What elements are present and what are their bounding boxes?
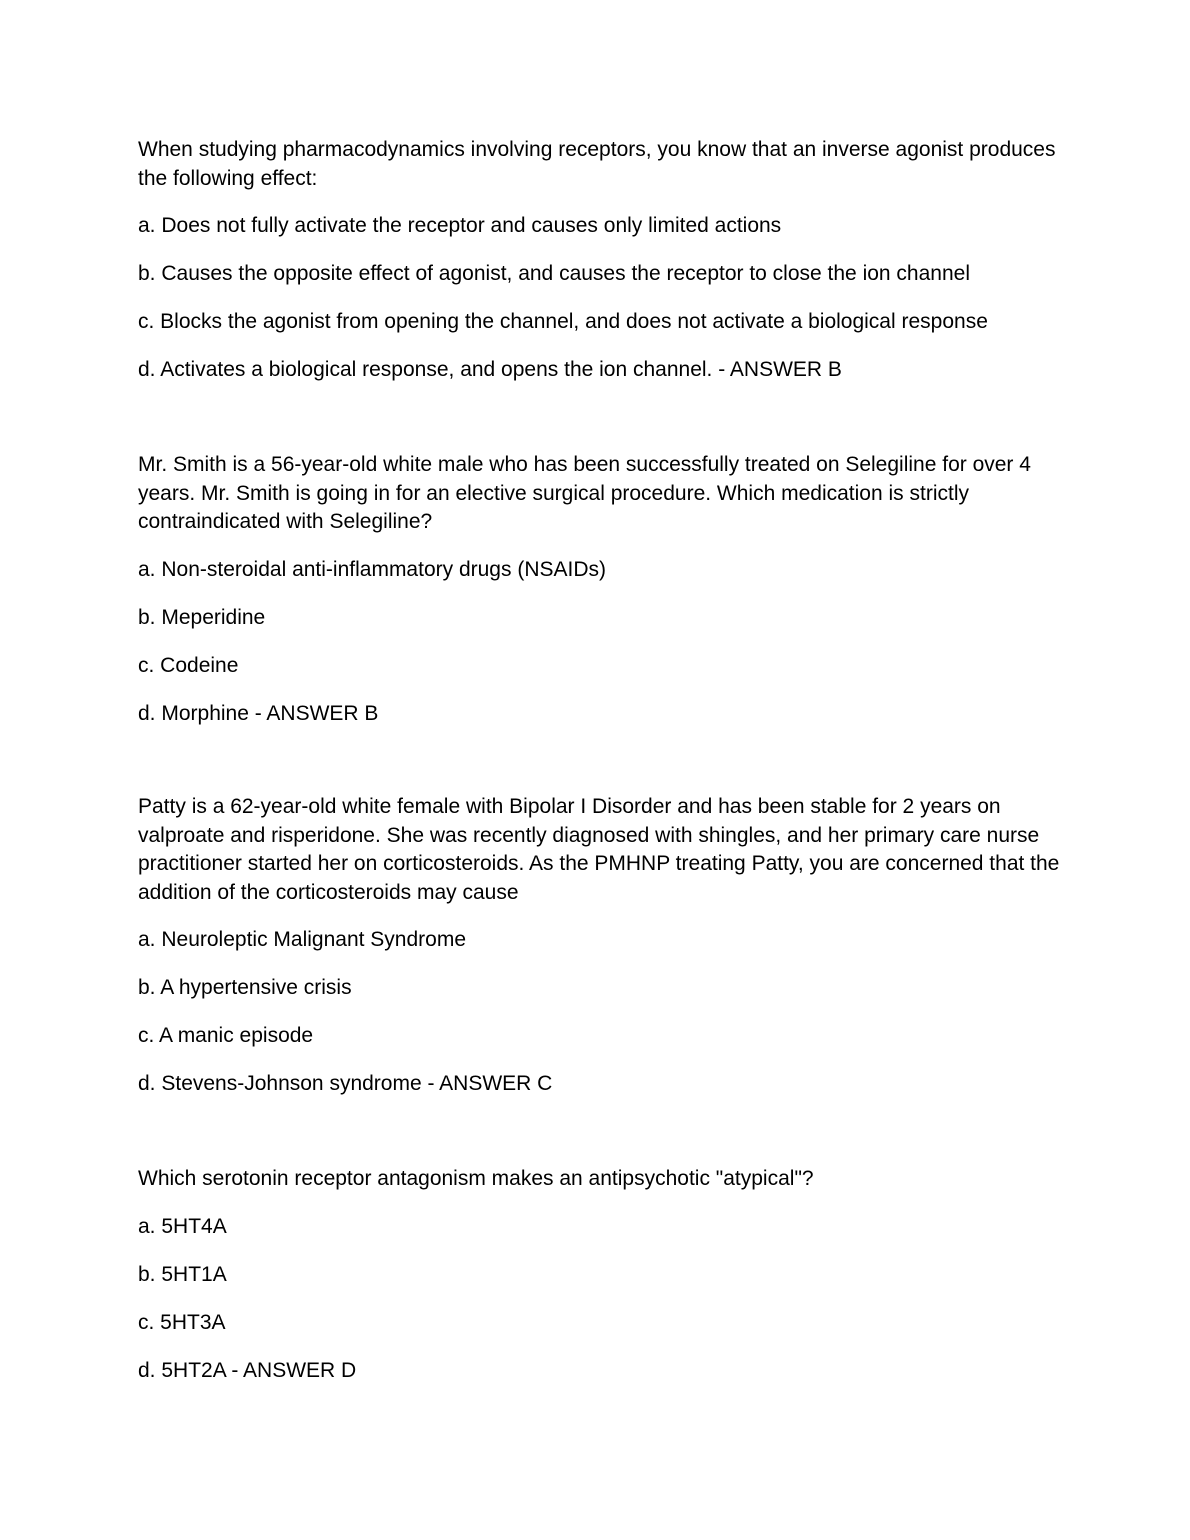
answer-option: a. Non-steroidal anti-inflammatory drugs (NSAIDs) bbox=[138, 557, 606, 581]
answer-option: c. Blocks the agonist from opening the channel, and does not activate a biological response bbox=[138, 310, 988, 333]
answer-option: a. Does not fully activate the receptor and causes only limited actions bbox=[138, 214, 782, 237]
question-block bbox=[138, 1165, 1068, 1405]
answer-option: b. A hypertensive crisis bbox=[138, 976, 352, 999]
question-text: Which serotonin receptor antagonism makes an antipsychotic "atypical"? bbox=[138, 1167, 814, 1190]
answer-option: b. Causes the opposite effect of agonist, and causes the receptor to close the ion channel bbox=[138, 262, 970, 285]
question-block bbox=[138, 451, 1068, 748]
answer-option: b. 5HT1A bbox=[138, 1262, 227, 1286]
answer-option: c. A manic episode bbox=[138, 1024, 314, 1047]
answer-option: d. Morphine - ANSWER B bbox=[138, 701, 379, 725]
answer-option: b. Meperidine bbox=[138, 605, 266, 629]
question-text: Patty is a 62-year-old white female with Bipolar I Disorder and has been stable for 2 years on valproate and risperidone. She was recently diagnosed with shingles, and her primary care nurse practitioner started her on corticosteroids. As the PMHNP treating Patty, you are concerned that the addition of the corticosteroids may cause bbox=[138, 795, 1060, 904]
answer-option: d. Stevens-Johnson syndrome - ANSWER C bbox=[138, 1072, 553, 1095]
answer-option: c. 5HT3A bbox=[138, 1310, 226, 1334]
question-text: Mr. Smith is a 56-year-old white male who has been successfully treated on Selegiline for over 4 years. Mr. Smith is going in for an elective surgical procedure. Which medication is strictly contraindicated with Selegiline? bbox=[138, 453, 1031, 533]
question-block bbox=[138, 136, 1068, 404]
answer-option: c. Codeine bbox=[138, 653, 239, 677]
question-block bbox=[138, 793, 1068, 1118]
answer-option: d. Activates a biological response, and opens the ion channel. - ANSWER B bbox=[138, 358, 842, 381]
question-text: When studying pharmacodynamics involving receptors, you know that an inverse agonist produces the following effect: bbox=[138, 138, 1056, 190]
answer-option: a. 5HT4A bbox=[138, 1214, 227, 1238]
answer-option: a. Neuroleptic Malignant Syndrome bbox=[138, 928, 467, 951]
answer-option: d. 5HT2A - ANSWER D bbox=[138, 1358, 357, 1382]
